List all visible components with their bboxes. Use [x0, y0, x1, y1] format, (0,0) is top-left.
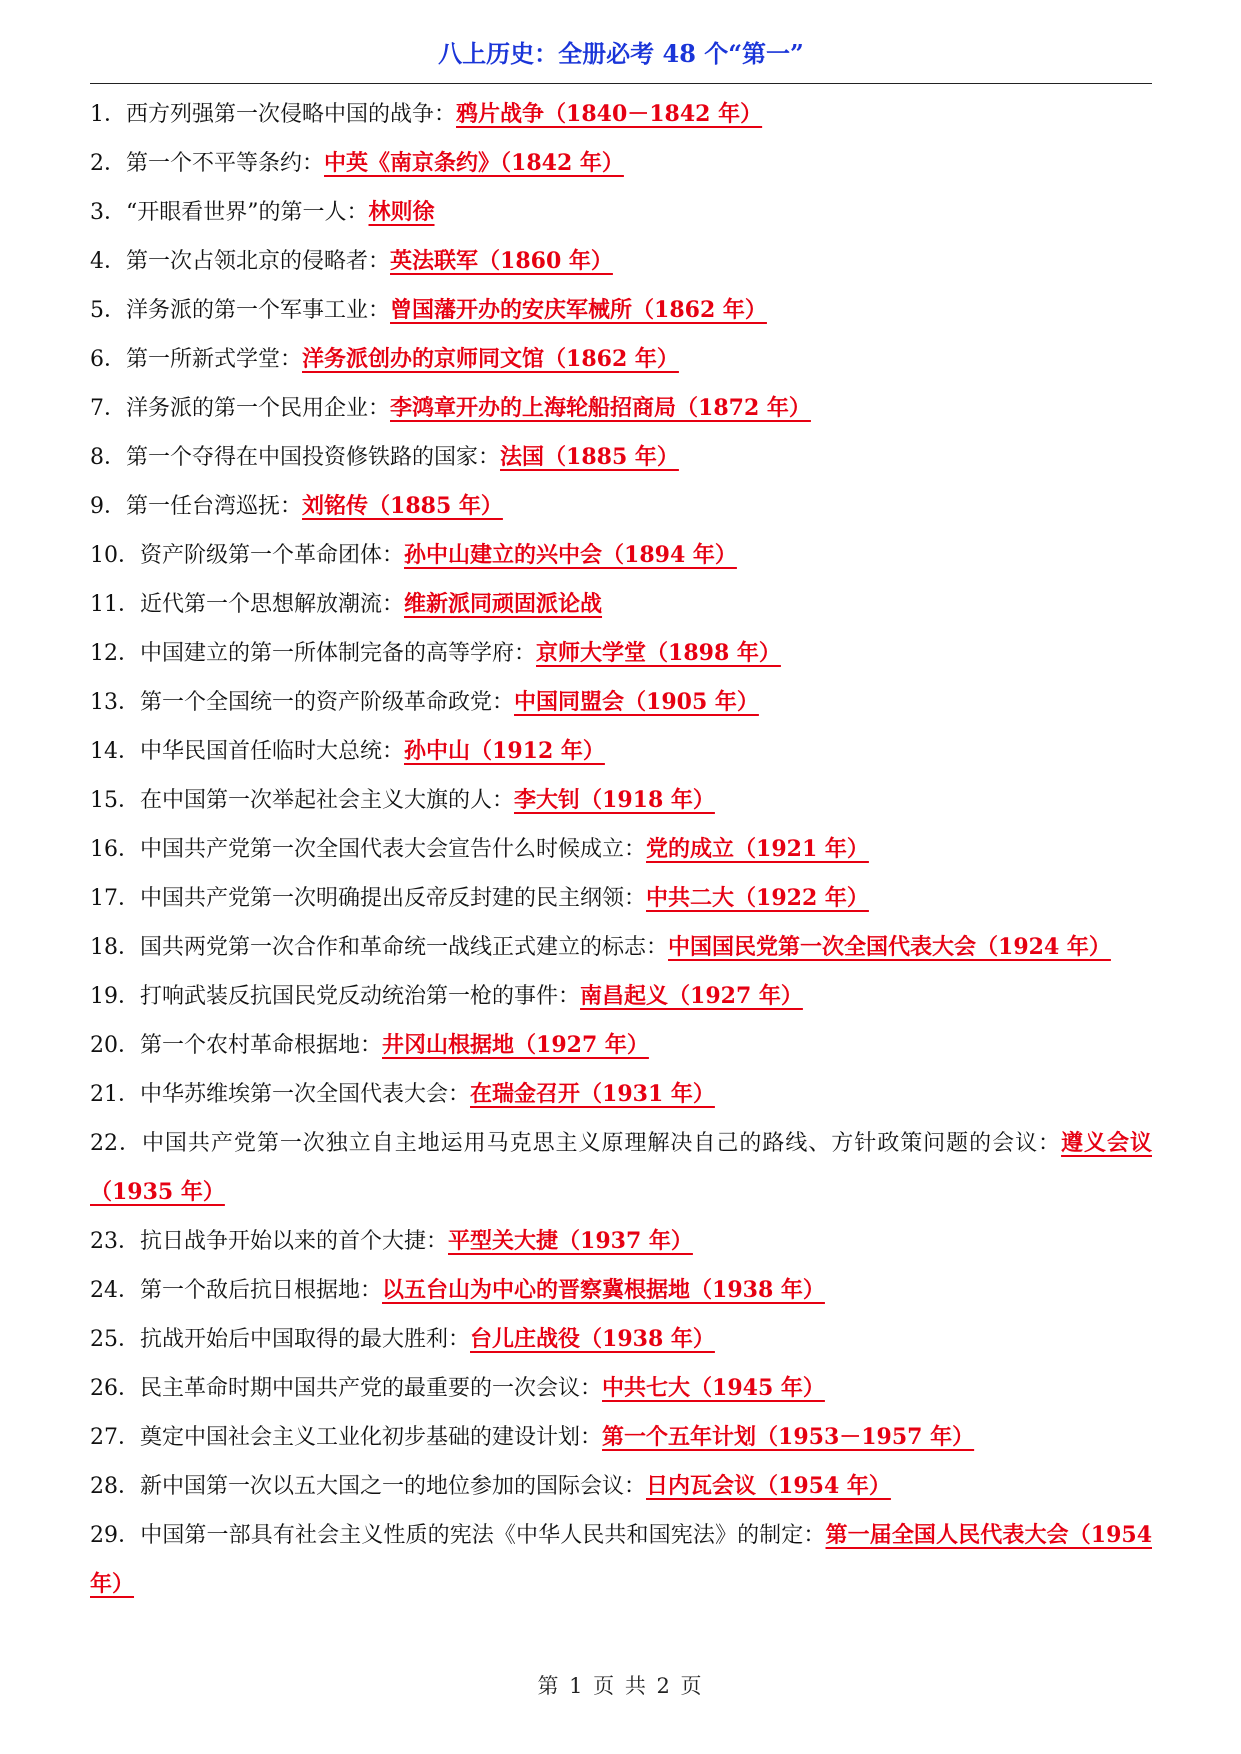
item-question: 洋务派的第一个民用企业： — [126, 396, 391, 421]
item-number: 18． — [90, 935, 140, 960]
item-answer: 维新派同顽固派论战 — [404, 591, 603, 617]
item-question: 第一所新式学堂： — [126, 347, 303, 372]
item-number: 26． — [90, 1376, 140, 1401]
list-item — [90, 580, 1152, 629]
item-number: 28． — [90, 1474, 140, 1499]
item-number: 25． — [90, 1327, 140, 1352]
item-number: 9． — [90, 494, 126, 519]
item-answer: 法国（1885 年） — [500, 444, 679, 470]
list-item — [90, 1021, 1152, 1070]
item-number: 14． — [90, 739, 140, 764]
item-answer: 第一届全国人民代表大会（1954 年） — [90, 1522, 1152, 1597]
list-item — [90, 1217, 1152, 1266]
page-footer: 第 1 页 共 2 页 — [537, 1674, 704, 1698]
item-answer: 中共七大（1945 年） — [602, 1375, 825, 1401]
item-question: 中国建立的第一所体制完备的高等学府： — [140, 641, 537, 666]
item-question: 第一个敌后抗日根据地： — [140, 1278, 383, 1303]
list-item — [90, 139, 1152, 188]
list-item — [90, 188, 1152, 237]
item-question: 奠定中国社会主义工业化初步基础的建设计划： — [140, 1425, 603, 1450]
list-item — [90, 384, 1152, 433]
item-answer: 中英《南京条约》（1842 年） — [324, 150, 624, 176]
list-item — [90, 1315, 1152, 1364]
item-question: 在中国第一次举起社会主义大旗的人： — [140, 788, 515, 813]
item-question: 中国第一部具有社会主义性质的宪法《中华人民共和国宪法》的制定： — [140, 1523, 826, 1548]
item-question: 中国共产党第一次明确提出反帝反封建的民主纲领： — [140, 886, 647, 911]
list-item — [90, 874, 1152, 923]
list-item — [90, 286, 1152, 335]
item-question: 第一个全国统一的资产阶级革命政党： — [140, 690, 515, 715]
list-item — [90, 776, 1152, 825]
list-item — [90, 1462, 1152, 1511]
item-number: 13． — [90, 690, 140, 715]
item-question: 中华民国首任临时大总统： — [140, 739, 405, 764]
item-question: 第一个农村革命根据地： — [140, 1033, 383, 1058]
item-question: 西方列强第一次侵略中国的战争： — [126, 102, 457, 127]
list-item — [90, 335, 1152, 384]
item-question: 抗日战争开始以来的首个大捷： — [140, 1229, 449, 1254]
item-answer: 李鸿章开办的上海轮船招商局（1872 年） — [390, 395, 811, 421]
item-answer: 鸦片战争（1840－1842 年） — [456, 101, 763, 127]
item-number: 12． — [90, 641, 140, 666]
item-answer: 孙中山建立的兴中会（1894 年） — [404, 542, 737, 568]
item-number: 27． — [90, 1425, 140, 1450]
list-item — [90, 1364, 1152, 1413]
list-item — [90, 727, 1152, 776]
item-answer: 曾国藩开办的安庆军械所（1862 年） — [390, 297, 767, 323]
item-answer: 中共二大（1922 年） — [646, 885, 869, 911]
page-title: 八上历史：全册必考 48 个“第一” — [438, 39, 804, 68]
item-number: 20． — [90, 1033, 140, 1058]
item-answer: 在瑞金召开（1931 年） — [470, 1081, 715, 1107]
list-item — [90, 972, 1152, 1021]
item-answer: 英法联军（1860 年） — [390, 248, 613, 274]
item-question: 近代第一个思想解放潮流： — [140, 592, 405, 617]
item-number: 24． — [90, 1278, 140, 1303]
item-number: 17． — [90, 886, 140, 911]
item-answer: 李大钊（1918 年） — [514, 787, 715, 813]
item-number: 4． — [90, 249, 126, 274]
item-list — [90, 90, 1152, 1609]
item-number: 19． — [90, 984, 140, 1009]
item-number: 10． — [90, 543, 140, 568]
item-question: 抗战开始后中国取得的最大胜利： — [140, 1327, 471, 1352]
item-answer: 井冈山根据地（1927 年） — [382, 1032, 649, 1058]
list-item — [90, 1511, 1152, 1609]
item-question: 第一个夺得在中国投资修铁路的国家： — [126, 445, 501, 470]
list-item — [90, 90, 1152, 139]
list-item — [90, 1413, 1152, 1462]
item-answer: 洋务派创办的京师同文馆（1862 年） — [302, 346, 679, 372]
item-number: 2． — [90, 151, 126, 176]
item-answer: 孙中山（1912 年） — [404, 738, 605, 764]
list-item — [90, 1119, 1152, 1217]
item-answer: 南昌起义（1927 年） — [580, 983, 803, 1009]
list-item — [90, 678, 1152, 727]
item-question: 第一次占领北京的侵略者： — [126, 249, 391, 274]
item-question: 第一个不平等条约： — [126, 151, 325, 176]
item-question: 打响武装反抗国民党反动统治第一枪的事件： — [140, 984, 581, 1009]
item-answer: 刘铭传（1885 年） — [302, 493, 503, 519]
item-question: 国共两党第一次合作和革命统一战线正式建立的标志： — [140, 935, 669, 960]
item-question: 民主革命时期中国共产党的最重要的一次会议： — [140, 1376, 603, 1401]
item-number: 6． — [90, 347, 126, 372]
item-answer: 中国国民党第一次全国代表大会（1924 年） — [668, 934, 1111, 960]
item-question: 新中国第一次以五大国之一的地位参加的国际会议： — [140, 1474, 647, 1499]
list-item — [90, 531, 1152, 580]
list-item — [90, 237, 1152, 286]
item-question: 中国共产党第一次独立自主地运用马克思主义原理解决自己的路线、方针政策问题的会议： — [141, 1131, 1062, 1156]
item-number: 21． — [90, 1082, 140, 1107]
list-item — [90, 629, 1152, 678]
item-number: 1． — [90, 102, 126, 127]
list-item — [90, 923, 1152, 972]
page-header — [90, 28, 1152, 84]
item-number: 16． — [90, 837, 140, 862]
item-number: 5． — [90, 298, 126, 323]
item-number: 15． — [90, 788, 140, 813]
list-item — [90, 433, 1152, 482]
list-item — [90, 1070, 1152, 1119]
item-answer: 日内瓦会议（1954 年） — [646, 1473, 891, 1499]
list-item — [90, 825, 1152, 874]
list-item — [90, 1266, 1152, 1315]
item-number: 22． — [90, 1131, 142, 1156]
item-number: 11． — [90, 592, 140, 617]
item-question: 中华苏维埃第一次全国代表大会： — [140, 1082, 471, 1107]
item-answer: 党的成立（1921 年） — [646, 836, 869, 862]
item-answer: 平型关大捷（1937 年） — [448, 1228, 693, 1254]
item-number: 29． — [90, 1523, 141, 1548]
item-number: 3． — [90, 200, 126, 225]
list-item — [90, 482, 1152, 531]
item-question: “开眼看世界”的第一人： — [126, 200, 369, 225]
item-answer: 第一个五年计划（1953－1957 年） — [602, 1424, 975, 1450]
item-answer: 林则徐 — [368, 199, 435, 225]
item-answer: 以五台山为中心的晋察冀根据地（1938 年） — [382, 1277, 825, 1303]
item-answer: 京师大学堂（1898 年） — [536, 640, 781, 666]
item-question: 第一任台湾巡抚： — [126, 494, 303, 519]
item-question: 洋务派的第一个军事工业： — [126, 298, 391, 323]
item-number: 8． — [90, 445, 126, 470]
item-number: 7． — [90, 396, 126, 421]
item-question: 中国共产党第一次全国代表大会宣告什么时候成立： — [140, 837, 647, 862]
item-answer: 遵义会议（1935 年） — [90, 1130, 1152, 1205]
item-number: 23． — [90, 1229, 140, 1254]
item-answer: 中国同盟会（1905 年） — [514, 689, 759, 715]
item-answer: 台儿庄战役（1938 年） — [470, 1326, 715, 1352]
item-question: 资产阶级第一个革命团体： — [140, 543, 405, 568]
